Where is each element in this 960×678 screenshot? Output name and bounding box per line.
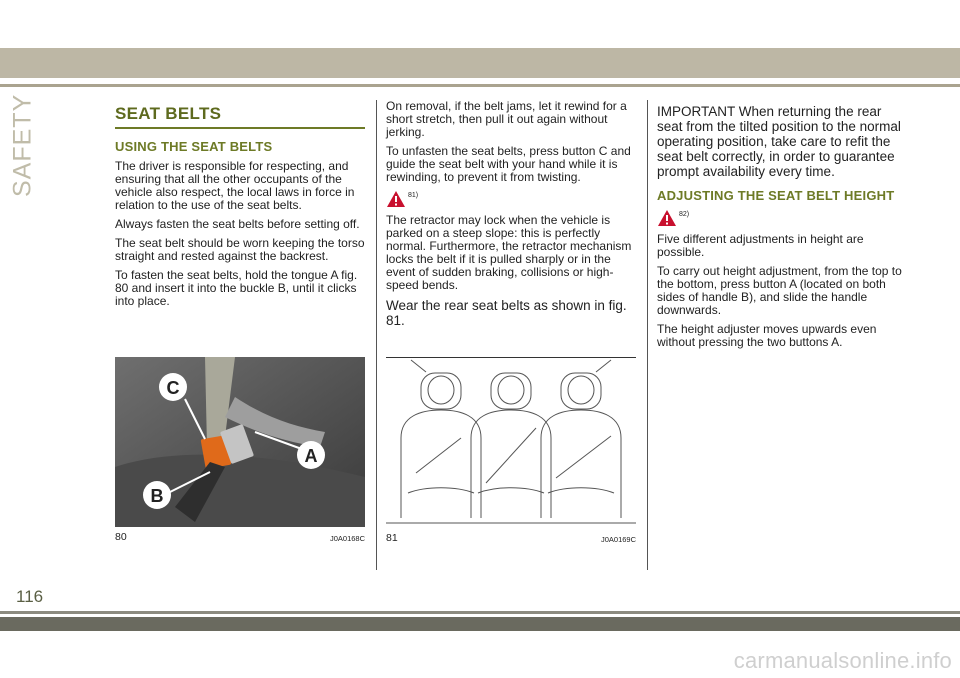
section-heading: SEAT BELTS bbox=[115, 104, 365, 129]
column-1 bbox=[115, 100, 365, 314]
paragraph: To fasten the seat belts, hold the tongue A fig. 80 and insert it into the buckle B, until it clicks into place. bbox=[115, 268, 358, 308]
paragraph: Always fasten the seat belts before setting off. bbox=[115, 217, 360, 231]
seat-middle bbox=[471, 373, 551, 518]
figure-code: J0A0168C bbox=[329, 534, 365, 543]
buckle-photo bbox=[115, 357, 365, 527]
warning-reference bbox=[657, 209, 907, 227]
important-note: IMPORTANT When returning the rear seat from the tilted position to the normal operating position, take care to refit the seat belt correctly, in order to guarantee prompt availability every time. bbox=[657, 104, 901, 179]
paragraph: The height adjuster moves upwards even without pressing the two buttons A. bbox=[657, 322, 877, 349]
warning-triangle-icon bbox=[657, 209, 677, 227]
bottom-rule bbox=[0, 611, 960, 614]
figure-80 bbox=[115, 357, 365, 543]
column-2 bbox=[386, 100, 636, 334]
rear-seats-illustration bbox=[386, 357, 636, 528]
subsection-heading: ADJUSTING THE SEAT BELT HEIGHT bbox=[657, 188, 895, 203]
warning-triangle-icon bbox=[386, 190, 406, 208]
warning-reference bbox=[386, 190, 636, 208]
callout-c: C bbox=[166, 378, 180, 398]
watermark: carmanualsonline.info bbox=[733, 648, 952, 673]
figure-81 bbox=[386, 357, 636, 543]
paragraph: Wear the rear seat belts as shown in fig. 81. bbox=[386, 298, 627, 328]
paragraph: On removal, if the belt jams, let it rewind for a short stretch, then pull it out again without jerking. bbox=[386, 99, 627, 139]
subsection-heading: USING THE SEAT BELTS bbox=[115, 139, 273, 154]
paragraph: The seat belt should be worn keeping the torso straight and rested against the backrest. bbox=[115, 236, 365, 263]
warning-ref-number[interactable]: 82) bbox=[679, 211, 690, 218]
callout-b: B bbox=[150, 486, 164, 506]
figure-number: 80 bbox=[115, 531, 127, 543]
callout-a: A bbox=[304, 446, 318, 466]
figure-caption bbox=[386, 530, 636, 544]
seat-left bbox=[401, 373, 481, 518]
warning-ref-number[interactable]: 81) bbox=[408, 192, 419, 199]
column-3 bbox=[657, 100, 907, 355]
paragraph: The driver is responsible for respecting, and ensuring that all the other occupants of the vehicle also respect, the local laws in force in relation to the use of the seat belts. bbox=[115, 159, 355, 212]
figure-code: J0A0169C bbox=[600, 535, 636, 544]
section-side-label: SAFETY bbox=[8, 93, 37, 197]
paragraph: To unfasten the seat belts, press button C and guide the seat belt with your hand while it is rewinding, to prevent it from twisting. bbox=[386, 144, 631, 184]
page-number: 116 bbox=[16, 587, 44, 606]
paragraph: To carry out height adjustment, from the top to the bottom, press button A (located on both sides of handle B), and slide the handle downwards. bbox=[657, 264, 902, 317]
figure-number: 81 bbox=[386, 532, 398, 544]
paragraph: Five different adjustments in height are possible. bbox=[657, 232, 864, 259]
top-rule bbox=[0, 84, 960, 87]
top-band bbox=[0, 48, 960, 78]
figure-caption bbox=[115, 529, 365, 543]
column-divider bbox=[376, 100, 377, 570]
column-divider bbox=[647, 100, 648, 570]
paragraph: The retractor may lock when the vehicle is parked on a steep slope: this is perfectly normal. Furthermore, the retractor mechanism locks the belt if it is pulled sharply or in the event of sudden braking, collisions or high-speed bends. bbox=[386, 213, 632, 292]
seat-right bbox=[541, 373, 621, 518]
bottom-band bbox=[0, 617, 960, 631]
